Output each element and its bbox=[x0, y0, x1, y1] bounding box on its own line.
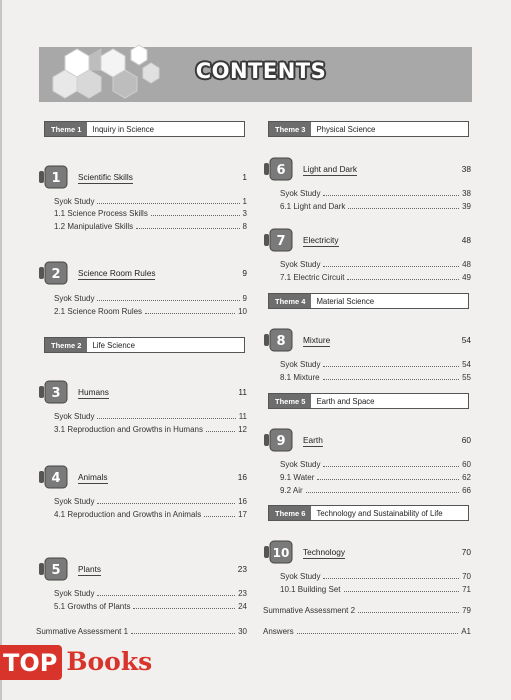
toc-entry bbox=[280, 583, 471, 594]
entry-page: 8 bbox=[242, 222, 247, 231]
entry-page: 71 bbox=[462, 585, 471, 594]
leader-dots bbox=[358, 612, 459, 613]
entry-page: 66 bbox=[462, 486, 471, 495]
toc-entry bbox=[280, 484, 471, 495]
toc-entry bbox=[54, 508, 247, 519]
theme-3-bar bbox=[268, 121, 469, 137]
leader-dots bbox=[151, 215, 240, 216]
chapter-number-badge-icon bbox=[263, 228, 293, 252]
chapter-1 bbox=[38, 165, 247, 189]
entry-label: Syok Study bbox=[280, 572, 321, 581]
summative-assessment-1 bbox=[36, 625, 247, 636]
leader-dots bbox=[347, 279, 459, 280]
entry-label: Syok Study bbox=[280, 460, 321, 469]
chapter-10 bbox=[263, 540, 471, 564]
chapter-number-badge-icon bbox=[38, 165, 68, 189]
entry-page: 9 bbox=[242, 294, 247, 303]
theme-name: Inquiry in Science bbox=[92, 124, 154, 134]
chapter-number-badge-icon bbox=[38, 465, 68, 489]
chapter-page: 23 bbox=[237, 564, 247, 574]
entry-label: 8.1 Mixture bbox=[280, 373, 320, 382]
entry-label: 10.1 Building Set bbox=[280, 585, 341, 594]
leader-dots bbox=[97, 203, 239, 204]
svg-text:3: 3 bbox=[51, 386, 61, 401]
theme-tag: Theme 3 bbox=[269, 122, 311, 136]
theme-name: Life Science bbox=[92, 340, 135, 350]
entry-page: 60 bbox=[462, 460, 471, 469]
theme-name: Physical Science bbox=[316, 124, 376, 134]
entry-page: 79 bbox=[462, 606, 471, 615]
svg-text:9: 9 bbox=[276, 434, 286, 449]
theme-tag: Theme 2 bbox=[45, 338, 87, 352]
entry-page: 70 bbox=[462, 572, 471, 581]
toc-entry bbox=[280, 200, 471, 211]
page-spine bbox=[0, 0, 2, 700]
leader-dots bbox=[323, 466, 459, 467]
chapter-title: Earth bbox=[303, 435, 323, 445]
chapter-number-badge-icon bbox=[38, 380, 68, 404]
topbooks-watermark-logo bbox=[0, 640, 152, 684]
chapter-page: 9 bbox=[242, 268, 247, 278]
theme-2-bar bbox=[44, 337, 245, 353]
entry-page: 49 bbox=[462, 273, 471, 282]
entry-page: 1 bbox=[242, 197, 247, 206]
entry-page: 23 bbox=[238, 589, 247, 598]
entry-label: 4.1 Reproduction and Growths in Animals bbox=[54, 510, 202, 519]
chapter-9 bbox=[263, 428, 471, 452]
entry-page: 12 bbox=[238, 425, 247, 434]
entry-label: 5.1 Growths of Plants bbox=[54, 602, 131, 611]
toc-entry bbox=[280, 471, 471, 482]
toc-entry bbox=[54, 423, 247, 434]
leader-dots bbox=[323, 266, 459, 267]
chapter-number-badge-icon bbox=[263, 157, 293, 181]
leader-dots bbox=[136, 228, 239, 229]
svg-text:7: 7 bbox=[276, 234, 286, 249]
theme-tag: Theme 6 bbox=[269, 506, 311, 520]
svg-text:2: 2 bbox=[51, 267, 61, 282]
leader-dots bbox=[323, 195, 459, 196]
chapter-title: Scientific Skills bbox=[78, 172, 133, 182]
chapter-title: Electricity bbox=[303, 235, 339, 245]
entry-page: 38 bbox=[462, 189, 471, 198]
entry-label: 9.1 Water bbox=[280, 473, 315, 482]
leader-dots bbox=[97, 418, 235, 419]
chapter-number-badge-icon bbox=[38, 261, 68, 285]
entry-label: Syok Study bbox=[280, 189, 321, 198]
theme-name: Earth and Space bbox=[316, 396, 375, 406]
theme-6-bar bbox=[268, 505, 469, 521]
entry-page: 16 bbox=[238, 497, 247, 506]
toc-entry bbox=[54, 600, 247, 611]
chapter-page: 70 bbox=[461, 547, 471, 557]
theme-tag: Theme 5 bbox=[269, 394, 311, 408]
entry-page: 54 bbox=[462, 360, 471, 369]
entry-page: 11 bbox=[238, 412, 247, 421]
entry-label: 1.1 Science Process Skills bbox=[54, 209, 148, 218]
chapter-title: Technology bbox=[303, 547, 345, 557]
entry-page: 10 bbox=[238, 307, 247, 316]
toc-entry bbox=[280, 271, 471, 282]
toc-entry bbox=[54, 207, 247, 218]
chapter-2 bbox=[38, 261, 247, 285]
toc-entry bbox=[54, 305, 247, 316]
toc-entry bbox=[280, 187, 471, 198]
entry-label: Syok Study bbox=[280, 260, 321, 269]
leader-dots bbox=[323, 578, 459, 579]
entry-label: Summative Assessment 1 bbox=[36, 627, 129, 636]
chapter-number-badge-icon bbox=[263, 328, 293, 352]
theme-5-bar bbox=[268, 393, 469, 409]
entry-page: 17 bbox=[238, 510, 247, 519]
page-title: CONTENTS bbox=[195, 59, 327, 83]
chapter-7 bbox=[263, 228, 471, 252]
entry-label: Syok Study bbox=[54, 589, 95, 598]
hexagon-decoration-icon bbox=[47, 42, 167, 102]
entry-page: 30 bbox=[238, 627, 247, 636]
chapter-title: Science Room Rules bbox=[78, 268, 156, 278]
toc-entry bbox=[280, 458, 471, 469]
chapter-number-badge-icon bbox=[263, 428, 293, 452]
chapter-page: 38 bbox=[461, 164, 471, 174]
entry-label: 3.1 Reproduction and Growths in Humans bbox=[54, 425, 203, 434]
theme-1-bar bbox=[44, 121, 245, 137]
theme-name: Technology and Sustainability of Life bbox=[316, 508, 443, 518]
entry-label: Summative Assessment 2 bbox=[263, 606, 356, 615]
watermark-part1: TOP bbox=[0, 645, 62, 680]
leader-dots bbox=[133, 608, 235, 609]
entry-label: Syok Study bbox=[54, 497, 95, 506]
toc-entry bbox=[54, 587, 247, 598]
chapter-number-badge-icon bbox=[263, 540, 293, 564]
chapter-title: Mixture bbox=[303, 335, 331, 345]
entry-label: 6.1 Light and Dark bbox=[280, 202, 346, 211]
leader-dots bbox=[344, 591, 460, 592]
entry-page: 3 bbox=[242, 209, 247, 218]
svg-text:1: 1 bbox=[51, 171, 61, 186]
leader-dots bbox=[97, 300, 239, 301]
theme-tag: Theme 1 bbox=[45, 122, 87, 136]
leader-dots bbox=[348, 208, 459, 209]
toc-entry bbox=[54, 220, 247, 231]
toc-entry bbox=[54, 495, 247, 506]
entry-page: 48 bbox=[462, 260, 471, 269]
leader-dots bbox=[306, 492, 459, 493]
entry-label: Syok Study bbox=[280, 360, 321, 369]
toc-entry bbox=[280, 258, 471, 269]
chapter-page: 11 bbox=[238, 387, 247, 397]
leader-dots bbox=[323, 366, 459, 367]
theme-tag: Theme 4 bbox=[269, 294, 311, 308]
entry-page: 39 bbox=[462, 202, 471, 211]
entry-label: Syok Study bbox=[54, 197, 95, 206]
entry-label: Answers bbox=[263, 627, 294, 636]
toc-entry bbox=[54, 410, 247, 421]
summative-assessment-2 bbox=[263, 604, 471, 615]
entry-label: Syok Study bbox=[54, 294, 95, 303]
entry-page: 55 bbox=[462, 373, 471, 382]
chapter-title: Animals bbox=[78, 472, 108, 482]
chapter-page: 1 bbox=[242, 172, 247, 182]
chapter-title: Humans bbox=[78, 387, 109, 397]
chapter-4 bbox=[38, 465, 247, 489]
svg-text:6: 6 bbox=[276, 163, 286, 178]
chapter-page: 48 bbox=[461, 235, 471, 245]
chapter-title: Light and Dark bbox=[303, 164, 357, 174]
leader-dots bbox=[297, 633, 459, 634]
leader-dots bbox=[145, 313, 235, 314]
chapter-title: Plants bbox=[78, 564, 102, 574]
entry-label: 2.1 Science Room Rules bbox=[54, 307, 143, 316]
chapter-number-badge-icon bbox=[38, 557, 68, 581]
toc-entry bbox=[54, 195, 247, 206]
leader-dots bbox=[323, 379, 460, 380]
entry-label: 7.1 Electric Circuit bbox=[280, 273, 345, 282]
entry-label: 1.2 Manipulative Skills bbox=[54, 222, 134, 231]
leader-dots bbox=[317, 479, 459, 480]
chapter-5 bbox=[38, 557, 247, 581]
watermark-part2: Books bbox=[66, 647, 153, 676]
entry-label: 9.2 Air bbox=[280, 486, 303, 495]
theme-name: Material Science bbox=[316, 296, 375, 306]
toc-entry bbox=[280, 570, 471, 581]
toc-entry bbox=[280, 358, 471, 369]
leader-dots bbox=[206, 431, 235, 432]
leader-dots bbox=[97, 595, 235, 596]
entry-page: 62 bbox=[462, 473, 471, 482]
chapter-page: 16 bbox=[237, 472, 247, 482]
chapter-page: 54 bbox=[461, 335, 471, 345]
entry-page: A1 bbox=[461, 627, 471, 636]
leader-dots bbox=[97, 503, 235, 504]
chapter-6 bbox=[263, 157, 471, 181]
toc-entry bbox=[54, 292, 247, 303]
chapter-3 bbox=[38, 380, 247, 404]
leader-dots bbox=[204, 516, 235, 517]
svg-text:10: 10 bbox=[272, 546, 290, 560]
chapter-page: 60 bbox=[461, 435, 471, 445]
svg-text:5: 5 bbox=[51, 563, 61, 578]
theme-4-bar bbox=[268, 293, 469, 309]
svg-text:4: 4 bbox=[51, 471, 61, 486]
leader-dots bbox=[131, 633, 235, 634]
entry-page: 24 bbox=[238, 602, 247, 611]
toc-entry bbox=[280, 371, 471, 382]
entry-label: Syok Study bbox=[54, 412, 95, 421]
chapter-8 bbox=[263, 328, 471, 352]
svg-text:8: 8 bbox=[276, 334, 286, 349]
answers-entry bbox=[263, 625, 471, 636]
